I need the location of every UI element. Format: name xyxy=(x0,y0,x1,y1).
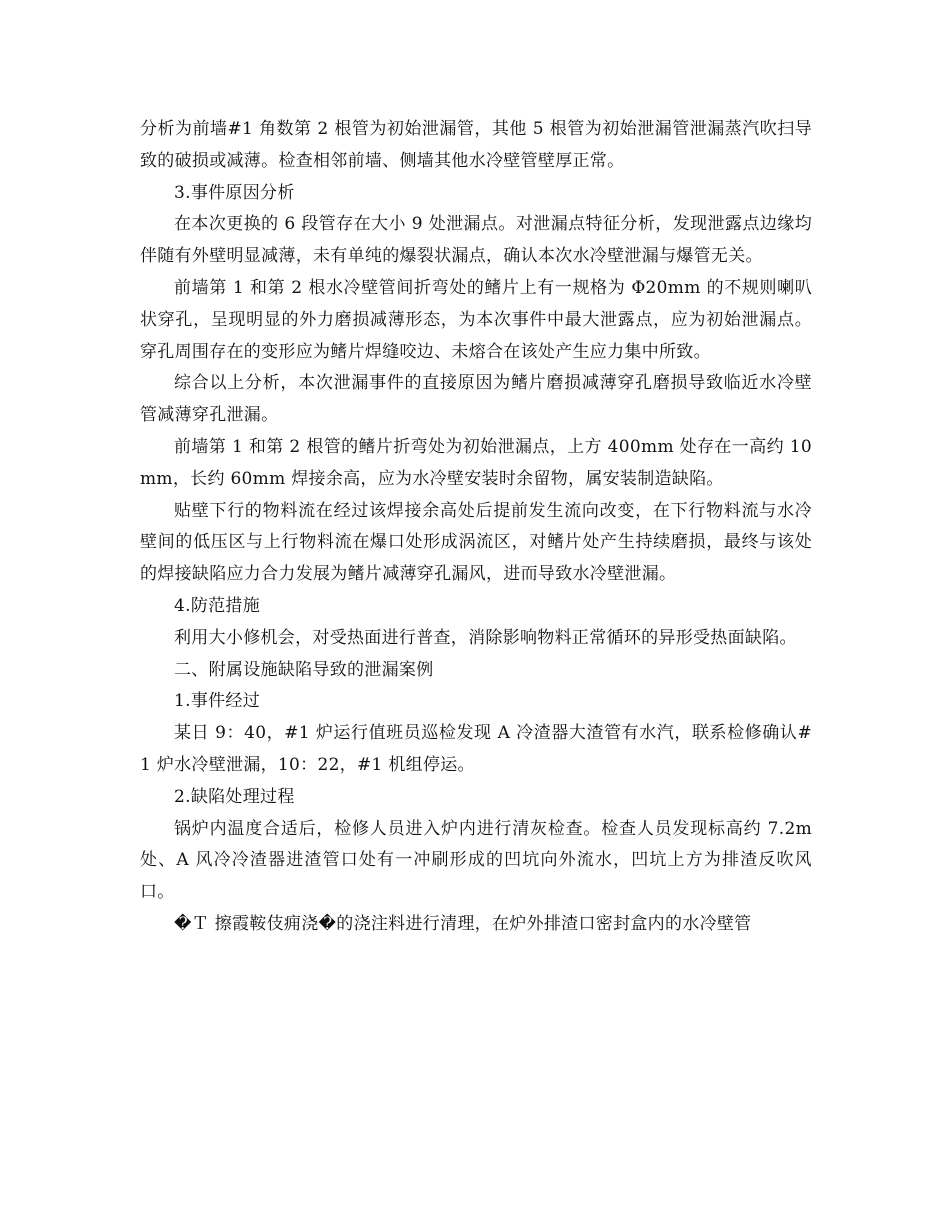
paragraph-14: 锅炉内温度合适后，检修人员进入炉内进行清灰检查。检查人员发现标高约 7.2m 处、A 风冷冷渣器进渣管口处有一冲刷形成的凹坑向外流水，凹坑上方为排渣反吹风口。 xyxy=(140,818,812,903)
paragraph-5: 综合以上分析，本次泄漏事件的直接原因为鳍片磨损减薄穿孔磨损导致临近水冷壁管减薄穿孔泄漏。 xyxy=(140,373,812,426)
paragraph-4: 前墙第 1 和第 2 根水冷壁管间折弯处的鳍片上有一规格为 Φ20mm 的不规则喇叭状穿孔，呈现明显的外力磨损减薄形态，为本次事件中最大泄露点，应为初始泄漏点。穿孔周围存在的变形应为鳍片焊缝咬边、未熔合在该处产生应力集中所致。 xyxy=(140,277,812,362)
paragraph-3: 在本次更换的 6 段管存在大小 9 处泄漏点。对泄漏点特征分析，发现泄露点边缘均伴随有外壁明显减薄，未有单纯的爆裂状漏点，确认本次水冷壁泄漏与爆管无关。 xyxy=(140,214,812,267)
section-heading-4: 4.防范措施 xyxy=(174,595,261,616)
paragraph-15: �Ｔ 擦霞鞍伎痈浇�的浇注料进行清理，在炉外排渣口密封盒内的水冷壁管 xyxy=(174,913,752,934)
paragraph-1: 分析为前墙#1 角数第 2 根管为初始泄漏管，其他 5 根管为初始泄漏管泄漏蒸汽吹扫导致的破损或减薄。检查相邻前墙、侧墙其他水冷壁管壁厚正常。 xyxy=(140,119,812,171)
section-heading-3: 3.事件原因分析 xyxy=(174,182,295,203)
paragraph-12: 某日 9：40，#1 炉运行值班员巡检发现 A 冷渣器大渣管有水汽，联系检修确认#1 炉水冷壁泄漏，10：22，#1 机组停运。 xyxy=(140,723,812,775)
paragraph-9: 利用大小修机会，对受热面进行普查，消除影响物料正常循环的异形受热面缺陷。 xyxy=(174,627,797,648)
chapter-heading-2: 二、附属设施缺陷导致的泄漏案例 xyxy=(174,659,434,680)
paragraph-7: 贴壁下行的物料流在经过该焊接余高处后提前发生流向改变，在下行物料流与水冷壁间的低压区与上行物料流在爆口处形成涡流区，对鳍片处产生持续磨损，最终与该处的焊接缺陷应力合力发展为鳍片减薄穿孔漏风，进而导致水冷壁泄漏。 xyxy=(140,500,812,585)
section-heading-2: 2.缺陷处理过程 xyxy=(174,786,295,807)
body-text xyxy=(140,114,812,941)
paragraph-6: 前墙第 1 和第 2 根管的鳍片折弯处为初始泄漏点，上方 400mm 处存在一高约 10mm，长约 60mm 焊接余高，应为水冷壁安装时余留物，属安装制造缺陷。 xyxy=(140,436,812,489)
section-heading-1: 1.事件经过 xyxy=(174,691,261,712)
